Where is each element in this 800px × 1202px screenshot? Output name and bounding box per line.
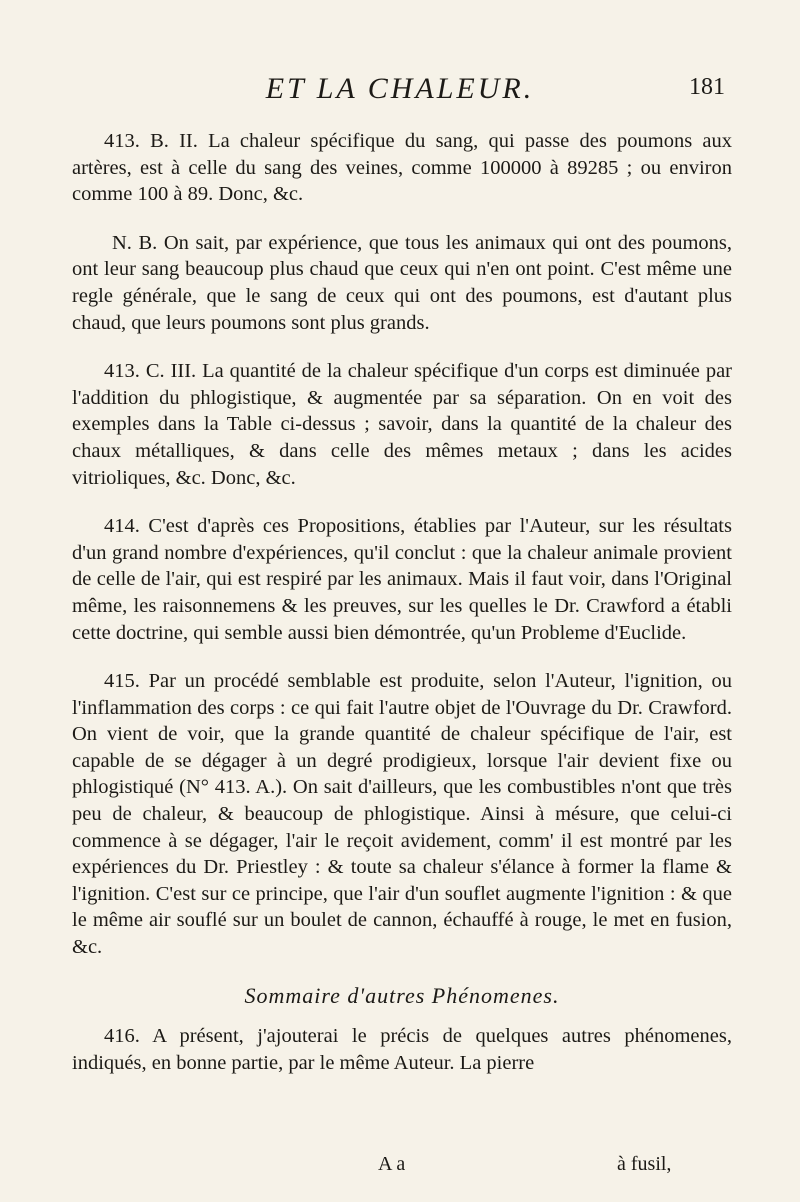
paragraph-414: 414. C'est d'après ces Propositions, établies par l'Auteur, sur les résultats d'un grand nombre d'expériences, qu'il conclut : que la chaleur animale provient de celle de l'air, qui est respiré par les animaux. Mais il faut voir, dans l'Original même, les raisonnemens & les preuves, sur les quelles le Dr. Crawford a établi cette doctrine, qui semble aussi bien démontrée, qu'un Probleme d'Euclide. (72, 515, 732, 644)
body-text (72, 128, 732, 1098)
signature-mark: A a (378, 1153, 406, 1175)
catchword: à fusil, (617, 1153, 672, 1175)
section-heading: Sommaire d'autres Phénomenes. (244, 982, 560, 1008)
paragraph-413-b: 413. B. II. La chaleur spécifique du sang, qui passe des poumons aux artères, est à celle du sang des veines, comme 100000 à 89285 ; ou environ comme 100 à 89. Donc, &c. (72, 130, 732, 206)
page-header (60, 72, 740, 108)
paragraph-415: 415. Par un procédé semblable est produite, selon l'Auteur, l'ignition, ou l'inflammation des corps : ce qui fait l'autre objet de l'Ouvrage du Dr. Crawford. On vient de voir, que la grande quantité de chaleur spécifique de l'air, est capable de se dégager à un degré prodigieux, lorsque l'air devient fixe ou phlogistiqué (N° 413. A.). On sait d'ailleurs, que les combustibles n'ont que très peu de chaleur, & beaucoup de phlogistique. Ainsi à mésure, que celui-ci commence à se dégager, l'air le reçoit avidement, comm' il est montré par les expériences du Dr. Priestley : & toute sa chaleur s'élance à former la flame & l'ignition. C'est sur ce principe, que l'air d'un souflet augmente l'ignition : & que le même air souflé sur un boulet de cannon, échauffé à rouge, le met en fusion, &c. (72, 670, 732, 959)
page-footer (0, 1153, 800, 1183)
page-number: 181 (689, 74, 725, 100)
paragraph-413-c: 413. C. III. La quantité de la chaleur spécifique d'un corps est diminuée par l'addition du phlogistique, & augmentée par sa séparation. On en voit des exemples dans la Table ci-dessus ; savoir, dans la quantité de la chaleur des chaux métalliques, & dans celle des mêmes metaux ; dans les acides vitrioliques, &c. Donc, &c. (72, 360, 732, 489)
paragraph-nota-bene: N. B. On sait, par expérience, que tous les animaux qui ont des poumons, ont leur sang beaucoup plus chaud que ceux qui n'en ont point. C'est même une regle générale, que le sang de ceux qui ont des poumons, est d'autant plus chaud, que leurs poumons sont plus grands. (72, 231, 732, 334)
running-title: ET LA CHALEUR. (265, 72, 535, 105)
paragraph-416: 416. A présent, j'ajouterai le précis de quelques autres phénomenes, indiqués, en bonne partie, par le même Auteur. La pierre (72, 1025, 732, 1074)
